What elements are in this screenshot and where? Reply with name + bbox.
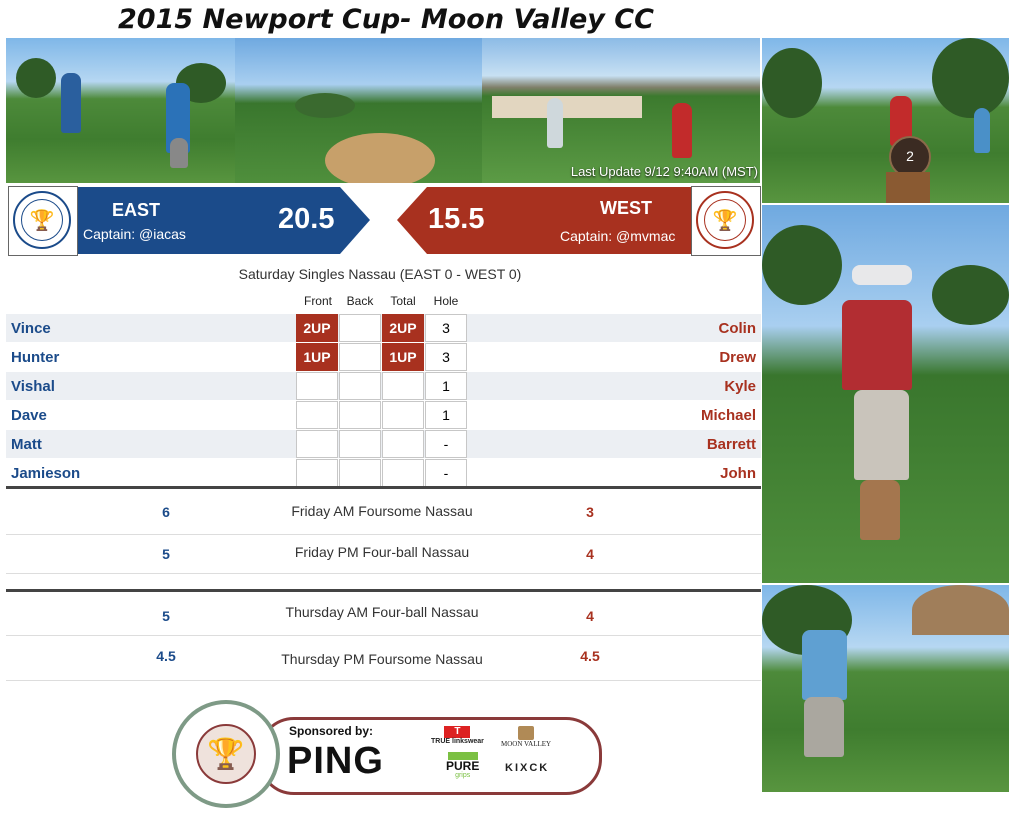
- session-name: Friday PM Four-ball Nassau: [294, 544, 470, 560]
- match-hole-cell: -: [425, 459, 467, 487]
- session-divider: [6, 635, 761, 636]
- west-player-name: Drew: [719, 349, 756, 366]
- match-total-cell: [382, 430, 424, 458]
- session-divider: [6, 680, 761, 681]
- sandtrap-claret-jug-icon: 🏆: [21, 199, 63, 241]
- sandtrap-claret-jug-icon: 🏆: [704, 199, 746, 241]
- session-divider: [6, 534, 761, 535]
- moon-valley-label: MOON VALLEY: [501, 740, 552, 748]
- east-player-name: Jamieson: [11, 465, 81, 482]
- session-east-score: 6: [162, 504, 170, 520]
- singles-match-row: [6, 372, 761, 400]
- west-player-name: Kyle: [724, 378, 756, 395]
- last-update-label: Last Update 9/12 9:40AM (MST): [570, 164, 758, 179]
- section-divider: [6, 589, 761, 592]
- east-player-name: Hunter: [11, 349, 60, 366]
- match-front-cell: [296, 459, 338, 487]
- session-east-score: 5: [162, 608, 170, 624]
- east-team-name: EAST: [112, 200, 161, 220]
- sandtrap-newport-cup-logo: [172, 700, 280, 808]
- claret-jug-icon: 🏆: [196, 724, 256, 784]
- east-player-name: Dave: [11, 407, 47, 424]
- photo-golfer-swing: [762, 205, 1009, 583]
- singles-match-row: [6, 459, 761, 487]
- photo-range-golfers: [6, 38, 235, 183]
- session-east-score: 5: [162, 546, 170, 562]
- west-team-logo: [691, 186, 761, 256]
- session-east-score: 4.5: [156, 648, 176, 664]
- ping-logo: PING: [287, 740, 384, 782]
- true-linkswear-logo: T TRUE linkswear: [431, 726, 484, 745]
- match-front-cell: [296, 430, 338, 458]
- session-west-score: 4: [586, 608, 594, 624]
- session-name: Thursday AM Four-ball Nassau: [285, 604, 479, 620]
- match-back-cell: [339, 401, 381, 429]
- match-back-cell: [339, 430, 381, 458]
- east-player-name: Matt: [11, 436, 42, 453]
- west-player-name: Barrett: [706, 436, 756, 453]
- page-title: 2015 Newport Cup- Moon Valley CC: [118, 4, 654, 35]
- singles-match-row: [6, 314, 761, 342]
- moon-valley-logo: [501, 726, 551, 748]
- east-captain: Captain: @iacas: [83, 226, 186, 242]
- east-player-name: Vince: [11, 320, 51, 337]
- session-name: Friday AM Foursome Nassau: [291, 503, 473, 519]
- match-total-cell: [382, 459, 424, 487]
- west-player-name: John: [720, 465, 756, 482]
- true-linkswear-label: TRUE linkswear: [431, 738, 484, 745]
- pure-label: PURE: [446, 759, 480, 773]
- match-hole-cell: 3: [425, 314, 467, 342]
- match-hole-cell: -: [425, 430, 467, 458]
- match-total-cell: [382, 401, 424, 429]
- sponsored-by-label: Sponsored by:: [289, 724, 374, 738]
- header-hole: Hole: [433, 294, 459, 308]
- tee-marker-badge: 2: [889, 136, 931, 178]
- west-player-name: Michael: [700, 407, 756, 424]
- singles-title: Saturday Singles Nassau (EAST 0 - WEST 0): [238, 266, 522, 282]
- west-team-name: WEST: [600, 198, 652, 218]
- match-back-cell: [339, 459, 381, 487]
- match-front-cell: [296, 401, 338, 429]
- match-back-cell: [339, 343, 381, 371]
- session-west-score: 3: [586, 504, 594, 520]
- match-hole-cell: 1: [425, 372, 467, 400]
- section-divider: [6, 486, 761, 489]
- singles-match-row: [6, 401, 761, 429]
- match-total-cell: 1UP: [382, 343, 424, 371]
- match-front-cell: 1UP: [296, 343, 338, 371]
- pure-grips-label: grips: [455, 772, 471, 779]
- header-total: Total: [390, 294, 416, 308]
- photo-putting-green: [235, 38, 482, 183]
- singles-match-row: [6, 430, 761, 458]
- session-name: Thursday PM Foursome Nassau: [281, 651, 483, 667]
- header-back: Back: [346, 294, 374, 308]
- match-total-cell: 2UP: [382, 314, 424, 342]
- session-west-score: 4: [586, 546, 594, 562]
- match-hole-cell: 1: [425, 401, 467, 429]
- match-front-cell: 2UP: [296, 314, 338, 342]
- east-total-score: 20.5: [278, 203, 335, 235]
- east-team-logo: [8, 186, 78, 256]
- session-divider: [6, 573, 761, 574]
- header-front: Front: [303, 294, 332, 308]
- photo-golfer-fairway: [762, 585, 1009, 792]
- match-front-cell: [296, 372, 338, 400]
- match-back-cell: [339, 314, 381, 342]
- photo-tee-box: [762, 38, 1009, 203]
- match-hole-cell: 3: [425, 343, 467, 371]
- pure-grips-logo: [446, 752, 479, 780]
- match-total-cell: [382, 372, 424, 400]
- kixck-logo: KIXCK: [505, 762, 550, 774]
- west-player-name: Colin: [718, 320, 756, 337]
- photo-putting-golfers: [482, 38, 760, 183]
- east-player-name: Vishal: [11, 378, 55, 395]
- singles-match-row: [6, 343, 761, 371]
- west-captain: Captain: @mvmac: [560, 228, 676, 244]
- west-total-score: 15.5: [428, 203, 485, 235]
- match-back-cell: [339, 372, 381, 400]
- sponsor-box: [258, 717, 602, 795]
- session-west-score: 4.5: [580, 648, 600, 664]
